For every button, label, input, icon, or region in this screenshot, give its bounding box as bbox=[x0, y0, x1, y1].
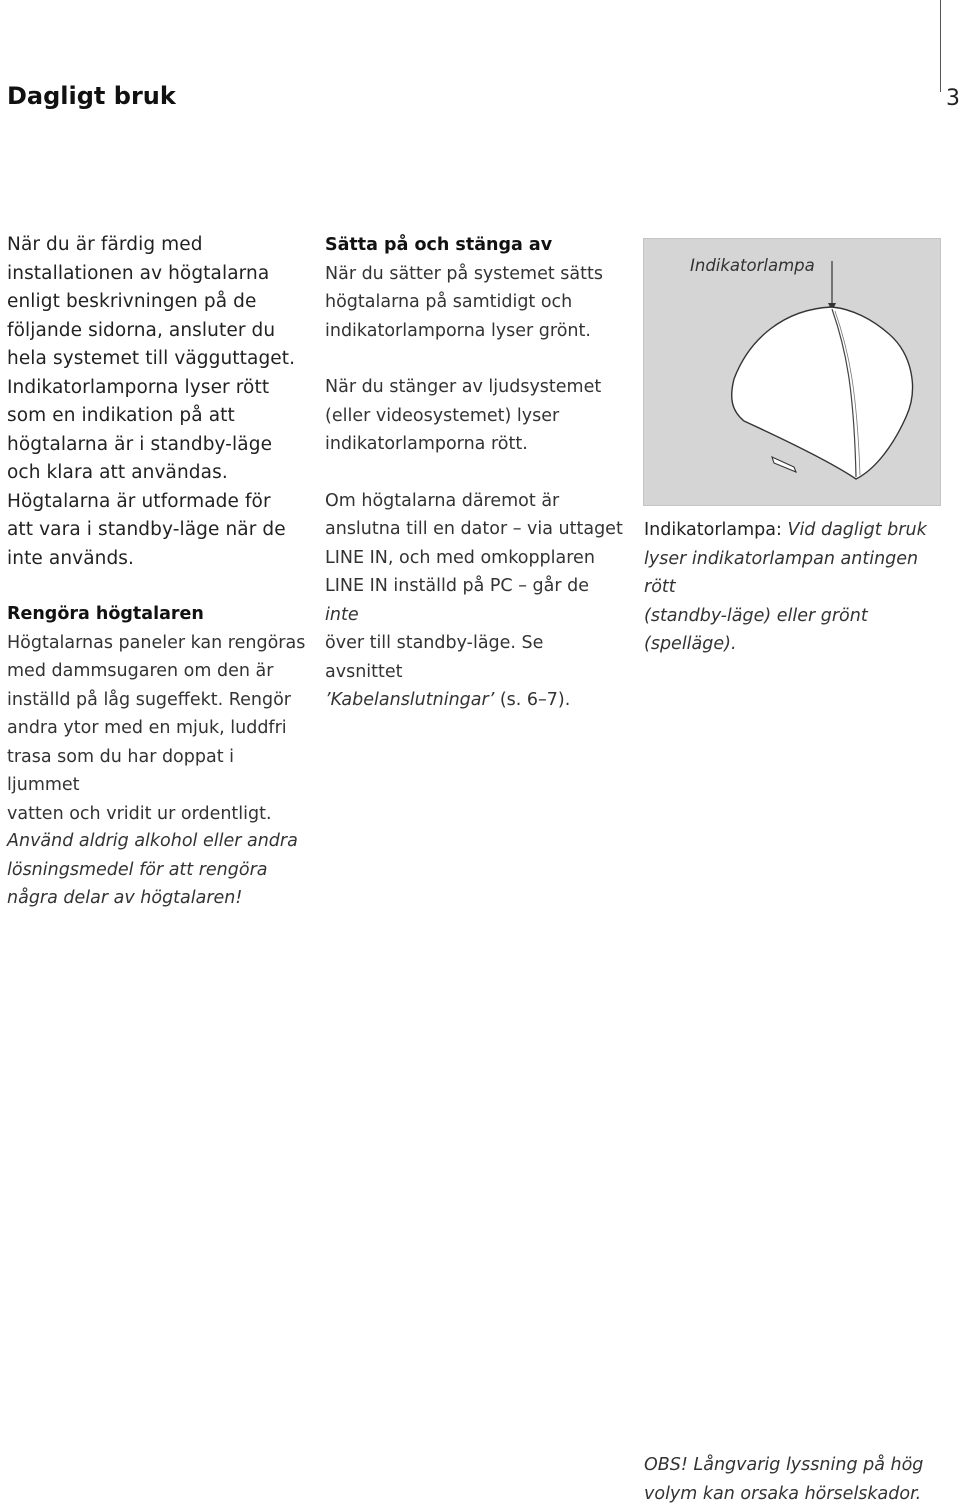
warning-text: Använd aldrig alkohol eller andra lösningsmedel för att rengöra några delar av högtalaren! bbox=[7, 831, 298, 908]
speaker-body bbox=[732, 307, 913, 479]
page-number: 3 bbox=[946, 86, 960, 111]
line4-text: LINE IN inställd på PC – går de bbox=[325, 576, 589, 596]
cleaning-warning bbox=[7, 827, 307, 913]
power-heading: Sätta på och stänga av bbox=[325, 235, 553, 255]
power-paragraph-2: När du stänger av ljudsystemet (eller videosystemet) lyser indikatorlamporna rött. bbox=[325, 377, 602, 454]
note-text: OBS! Långvarig lyssning på hög volym kan orsaka hörselskador. bbox=[644, 1455, 924, 1504]
cleaning-body: Högtalarnas paneler kan rengöras med dammsugaren om den är inställd på låg sugeffekt. Rengör andra ytor med en mjuk, luddfri trasa som du har doppat i ljummet vatten och vridit ur ordentligt. bbox=[7, 632, 306, 824]
cleaning-heading: Rengöra högtalaren bbox=[7, 604, 204, 624]
power-paragraph-3-line bbox=[325, 686, 625, 715]
power-paragraph-1: När du sätter på systemet sätts högtalarna på samtidigt och indikatorlamporna lyser grönt. bbox=[325, 263, 603, 341]
figure-caption bbox=[644, 516, 954, 659]
line4-emphasis: inte bbox=[325, 604, 359, 625]
page-title: Dagligt bruk bbox=[7, 82, 176, 110]
power-paragraph-3-line: Om högtalarna däremot är bbox=[325, 490, 560, 511]
caption-text-start: Vid dagligt bruk bbox=[781, 520, 927, 540]
intro-paragraph: När du är färdig med installationen av högtalarna enligt beskrivningen på de följande sidorna, ansluter du hela systemet till vägguttaget. Indikatorlamporna lyser rött som en indikation på att högtalarna är i standby-läge och klara att användas. Högtalarna är utformade för att vara i standby-läge när de inte används. bbox=[7, 234, 296, 569]
column-2 bbox=[325, 231, 625, 715]
page-edge-rule bbox=[940, 0, 941, 92]
page-reference: (s. 6–7). bbox=[494, 690, 571, 710]
hearing-note bbox=[644, 1451, 944, 1508]
caption-text-rest: lyser indikatorlampan antingen rött (standby-läge) eller grönt (spelläge). bbox=[644, 548, 919, 654]
cleaning-section bbox=[7, 600, 307, 828]
power-paragraph-3 bbox=[325, 487, 625, 715]
caption-term: Indikatorlampa: bbox=[644, 520, 782, 540]
column-1 bbox=[7, 231, 307, 573]
caption-first-line bbox=[644, 516, 954, 545]
power-paragraph-3-line: LINE IN, och med omkopplaren bbox=[325, 547, 595, 568]
speaker-drawing bbox=[644, 239, 942, 507]
indicator-lamp-shape bbox=[772, 457, 796, 472]
figure-label: Indikatorlampa bbox=[690, 256, 815, 275]
power-paragraph-3-line bbox=[325, 572, 625, 629]
indicator-figure bbox=[643, 238, 941, 506]
power-paragraph-3-line: över till standby-läge. Se avsnittet bbox=[325, 633, 544, 682]
power-paragraph-3-line: anslutna till en dator – via uttaget bbox=[325, 519, 623, 539]
cable-section-reference: ’Kabelanslutningar’ bbox=[325, 690, 495, 710]
